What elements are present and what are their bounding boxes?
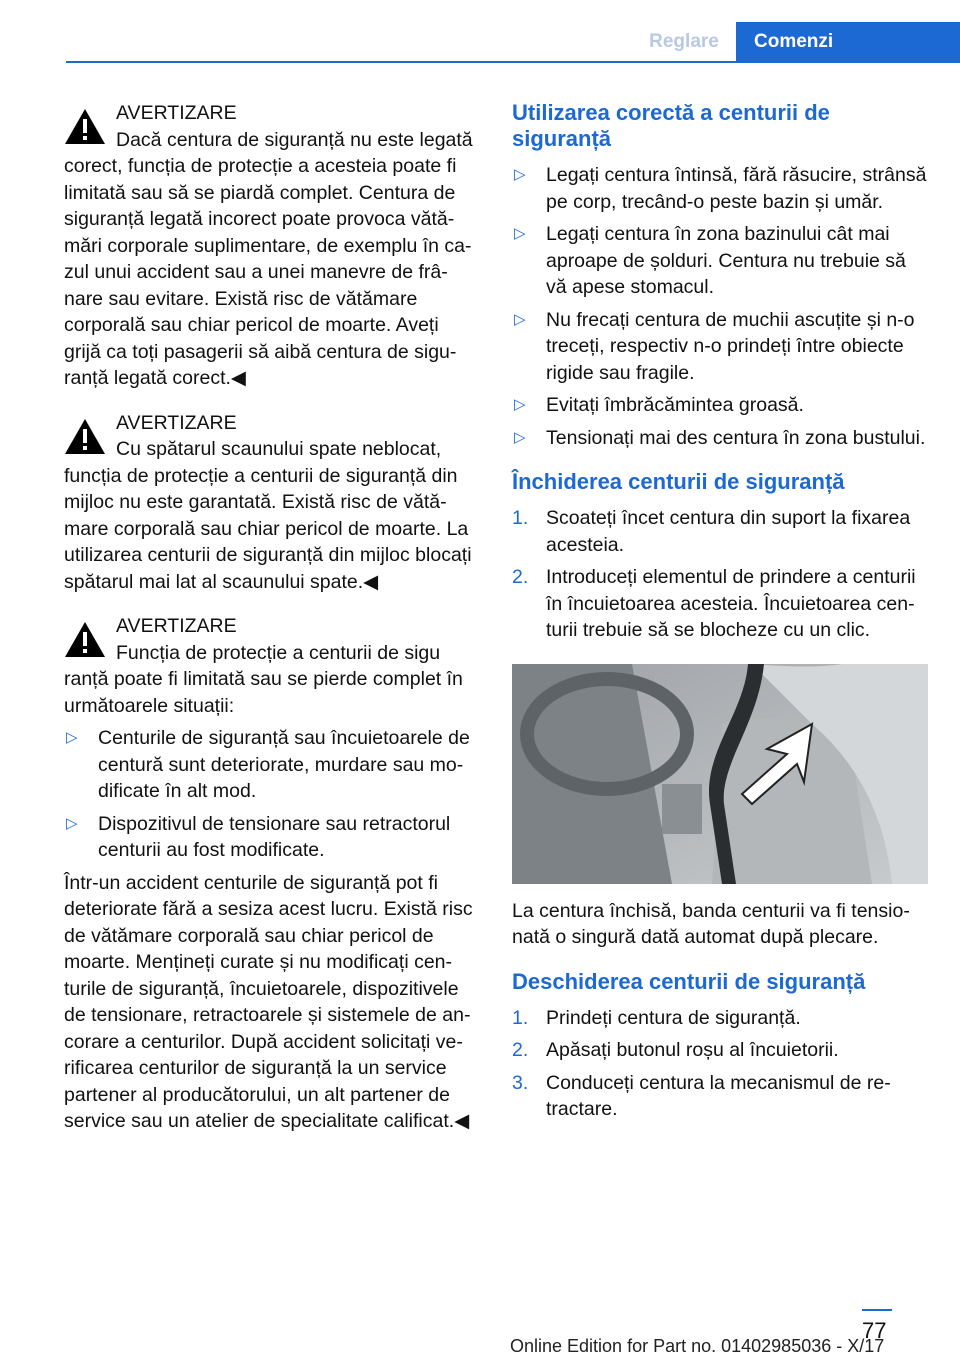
warning-triangle-icon (64, 418, 106, 455)
list-item (512, 425, 930, 452)
warning-block-3 (64, 613, 480, 1135)
right-column (512, 100, 930, 1129)
warning-title: AVERTIZARE (116, 102, 237, 124)
warning-triangle-icon (64, 621, 106, 658)
warning-text-first-line: Funcția de protecție a centurii de sigu (116, 641, 441, 664)
section-title-fasten: Închiderea centurii de siguranță (512, 469, 845, 494)
step-text: Apăsați butonul roșu al încuietorii. (546, 1039, 839, 1061)
list-item-text: Centurile de siguranță sau încuietoarele de centură sunt deteriorate, murdare sau modificate în alt mod. (98, 727, 470, 802)
bullet-marker-icon: ▷ (514, 166, 526, 183)
list-item (512, 1037, 930, 1064)
step-number: 1. (512, 1006, 529, 1029)
list-item (512, 1070, 930, 1123)
list-item-text: Evitați îmbrăcămintea groasă. (546, 394, 804, 416)
warning-text-after: Într-un accident centurile de siguranță pot fi deteriorate fără a sesiza acest lucru. Există risc de vătămare corporală sau chiar pericol de moarte. Mențineți curate și nu modificați centurile de siguranță, încuietoarele, dispozitivele de tensionare, retractoarele și sistemele de ancorare a centurilor. După accident solicitați verificarea centurilor de siguranță la un service partener al producătorului, un alt partener de service sau un atelier de specialitate calificat.◀ (64, 871, 473, 1132)
bullet-marker-icon: ▷ (66, 729, 78, 746)
photo-caption: La centura închisă, banda centurii va fi tensionată o singură dată automat după plecare. (512, 899, 910, 948)
page-number: 77 (862, 1318, 887, 1343)
header-tab-reglare[interactable]: Reglare (649, 31, 719, 52)
warning-text: ranță poate fi limitată sau se pierde complet în următoarele situații: (64, 668, 463, 717)
page-number-divider (862, 1309, 892, 1311)
bullet-marker-icon: ▷ (514, 428, 526, 446)
list-item (512, 162, 930, 215)
step-number: 2. (512, 1039, 529, 1061)
header-tab-comenzi[interactable]: Comenzi (736, 22, 960, 62)
warning-triangle-icon (64, 108, 106, 145)
step-text: Scoateți încet centura din suport la fixarea acesteia. (546, 507, 911, 556)
list-item (512, 221, 930, 301)
section-title-correct-use: Utilizarea corectă a centurii de siguranță (512, 100, 830, 151)
bullet-marker-icon: ▷ (514, 310, 526, 328)
warning-text: corect, funcția de protecție a acesteia poate fi limitată sau să se piardă complet. Centura de siguranță legată incorect poate provoca vătămări corporale suplimentare, de exemplu în cazul unui accident sau a unei manevre de frânare sau evitare. Există risc de vătămare corporală sau chiar pericol de moarte. Aveți grijă ca toți pasagerii să aibă centura de siguranță legată corect.◀ (64, 155, 472, 389)
page-header (0, 0, 960, 62)
seatbelt-buckle-photo (512, 664, 928, 884)
list-item-text: Nu frecați centura de muchii ascuțite și n-o treceți, respectiv n-o prindeți între obiecte rigide sau fragile. (546, 308, 915, 384)
list-item (512, 564, 930, 644)
warning-block-2 (64, 410, 480, 596)
list-item-text: Dispozitivul de tensionare sau retractorul centurii au fost modificate. (98, 812, 451, 861)
list-item (512, 392, 930, 419)
step-text: Introduceți elementul de prindere a centurii în încuietoarea acesteia. Încuietoarea centurii trebuie să se blocheze cu un clic. (546, 566, 916, 641)
step-number: 3. (512, 1071, 529, 1094)
header-divider (66, 61, 960, 63)
list-item-text: Legați centura întinsă, fără răsucire, strânsă pe corp, trecând-o peste bazin și umăr. (546, 164, 927, 213)
bullet-marker-icon: ▷ (514, 396, 526, 413)
list-item (512, 307, 930, 387)
left-column (64, 100, 480, 1153)
list-item-text: Legați centura în zona bazinului cât mai aproape de șolduri. Centura nu trebuie să vă apese stomacul. (546, 223, 906, 298)
list-item-text: Tensionați mai des centura în zona bustului. (546, 426, 926, 449)
step-text: Prindeți centura de siguranță. (546, 1006, 801, 1029)
warning-text-first-line: Cu spătarul scaunului spate neblocat, (116, 438, 442, 460)
bullet-marker-icon: ▷ (514, 225, 526, 242)
list-item (512, 1005, 930, 1032)
bullet-marker-icon: ▷ (66, 814, 78, 832)
step-number: 2. (512, 566, 529, 588)
list-item (64, 811, 480, 864)
footer-text: Online Edition for Part no. 01402985036 - X/17 (510, 1336, 885, 1356)
warning-title: AVERTIZARE (116, 411, 237, 434)
warning-block-1 (64, 100, 480, 392)
warning-title: AVERTIZARE (116, 615, 237, 637)
step-number: 1. (512, 507, 529, 529)
section-title-unfasten: Deschiderea centurii de siguranță (512, 968, 866, 994)
warning-text-first-line: Dacă centura de siguranță nu este legată (116, 128, 473, 151)
step-text: Conduceți centura la mecanismul de retractare. (546, 1071, 891, 1120)
list-item (64, 725, 480, 805)
list-item (512, 505, 930, 558)
warning-text: funcția de protecție a centurii de siguranță din mijloc nu este garantată. Există risc de vătămare corporală sau chiar pericol de moarte. La utilizarea centurii de siguranță din mijloc blocați spătarul mai lat al scaunului spate.◀ (64, 464, 472, 593)
